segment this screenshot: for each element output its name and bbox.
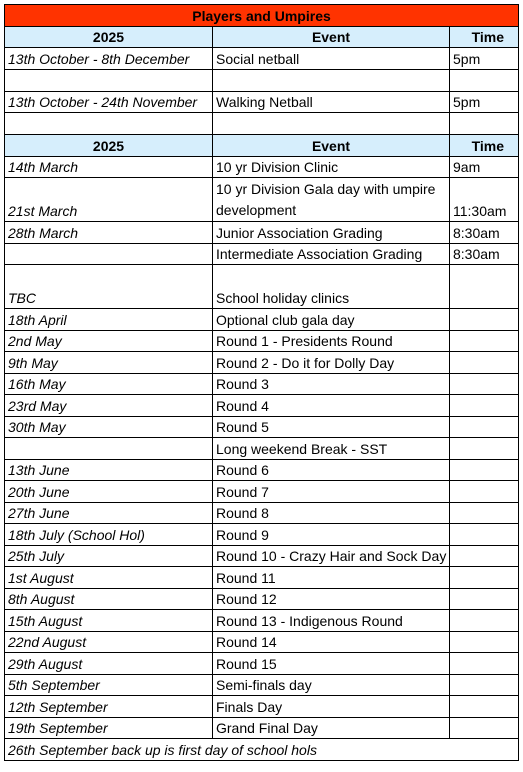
date-cell[interactable]: 19th September: [5, 717, 213, 739]
time-cell[interactable]: [450, 610, 519, 632]
time-cell[interactable]: 5pm: [450, 91, 519, 113]
event-cell[interactable]: School holiday clinics: [213, 265, 450, 309]
empty-cell[interactable]: [450, 113, 519, 135]
section1-header-row: [5, 26, 519, 48]
event-cell[interactable]: Round 14: [213, 631, 450, 653]
time-cell[interactable]: [450, 631, 519, 653]
section2-event-header[interactable]: Event: [213, 135, 450, 157]
table-row: [5, 459, 519, 481]
date-cell[interactable]: 27th June: [5, 502, 213, 524]
table-row: [5, 524, 519, 546]
table-row: [5, 91, 519, 113]
time-cell[interactable]: [450, 330, 519, 352]
section2-year-header[interactable]: 2025: [5, 135, 213, 157]
empty-cell[interactable]: [213, 69, 450, 91]
date-cell[interactable]: 8th August: [5, 588, 213, 610]
section1-year-header[interactable]: 2025: [5, 26, 213, 48]
empty-cell[interactable]: [450, 69, 519, 91]
table-row: [5, 395, 519, 417]
empty-cell[interactable]: [5, 113, 213, 135]
date-cell[interactable]: 15th August: [5, 610, 213, 632]
table-row: [5, 416, 519, 438]
event-cell[interactable]: Social netball: [213, 48, 450, 70]
time-cell[interactable]: [450, 567, 519, 589]
table-row: [5, 567, 519, 589]
date-cell[interactable]: 20th June: [5, 481, 213, 503]
table-row: [5, 438, 519, 460]
date-cell[interactable]: 30th May: [5, 416, 213, 438]
time-cell[interactable]: 5pm: [450, 48, 519, 70]
time-cell[interactable]: [450, 481, 519, 503]
time-cell[interactable]: 8:30am: [450, 222, 519, 244]
schedule-table: [4, 4, 519, 761]
time-cell[interactable]: [450, 674, 519, 696]
event-cell[interactable]: Finals Day: [213, 696, 450, 718]
event-cell[interactable]: Semi-finals day: [213, 674, 450, 696]
time-cell[interactable]: 9am: [450, 156, 519, 178]
section1-time-header[interactable]: Time: [450, 26, 519, 48]
event-cell[interactable]: Round 8: [213, 502, 450, 524]
date-cell[interactable]: 29th August: [5, 653, 213, 675]
empty-row: [5, 69, 519, 91]
time-cell[interactable]: 8:30am: [450, 243, 519, 265]
date-cell[interactable]: 12th September: [5, 696, 213, 718]
table-row: [5, 48, 519, 70]
date-cell[interactable]: 18th April: [5, 309, 213, 331]
event-cell[interactable]: Round 15: [213, 653, 450, 675]
section2-header-row: [5, 135, 519, 157]
footer-row: [5, 739, 519, 761]
date-cell[interactable]: 13th June: [5, 459, 213, 481]
event-cell[interactable]: Round 5: [213, 416, 450, 438]
event-cell[interactable]: Long weekend Break - SST: [213, 438, 450, 460]
date-cell[interactable]: 5th September: [5, 674, 213, 696]
table-row: [5, 481, 519, 503]
table-row: [5, 588, 519, 610]
table-row: [5, 502, 519, 524]
time-cell[interactable]: [450, 459, 519, 481]
table-row: [5, 631, 519, 653]
empty-cell[interactable]: [5, 69, 213, 91]
date-cell[interactable]: 9th May: [5, 352, 213, 374]
table-row: [5, 309, 519, 331]
date-cell[interactable]: 14th March: [5, 156, 213, 178]
time-cell[interactable]: [450, 502, 519, 524]
table-row: [5, 696, 519, 718]
event-cell[interactable]: Round 12: [213, 588, 450, 610]
time-cell[interactable]: [450, 309, 519, 331]
event-cell[interactable]: Round 1 - Presidents Round: [213, 330, 450, 352]
event-cell[interactable]: Grand Final Day: [213, 717, 450, 739]
time-cell[interactable]: [450, 653, 519, 675]
table-row: [5, 545, 519, 567]
time-cell[interactable]: 11:30am: [450, 178, 519, 222]
date-cell[interactable]: 16th May: [5, 373, 213, 395]
footer-note[interactable]: 26th September back up is first day of school hols: [5, 739, 519, 761]
date-cell[interactable]: 13th October - 24th November: [5, 91, 213, 113]
date-cell[interactable]: TBC: [5, 265, 213, 309]
table-row: [5, 178, 519, 222]
event-cell[interactable]: Round 11: [213, 567, 450, 589]
sheet-title[interactable]: Players and Umpires: [5, 5, 519, 27]
table-row: [5, 243, 519, 265]
event-cell[interactable]: Round 4: [213, 395, 450, 417]
event-cell[interactable]: Round 10 - Crazy Hair and Sock Day: [213, 545, 450, 567]
event-cell[interactable]: Round 13 - Indigenous Round: [213, 610, 450, 632]
title-row: [5, 5, 519, 27]
event-cell[interactable]: 10 yr Division Clinic: [213, 156, 450, 178]
table-row: [5, 674, 519, 696]
event-cell[interactable]: Round 3: [213, 373, 450, 395]
table-row: [5, 222, 519, 244]
table-row: [5, 653, 519, 675]
time-cell[interactable]: [450, 395, 519, 417]
event-cell[interactable]: Round 7: [213, 481, 450, 503]
time-cell[interactable]: [450, 588, 519, 610]
table-row: [5, 330, 519, 352]
event-cell[interactable]: Optional club gala day: [213, 309, 450, 331]
event-cell[interactable]: Intermediate Association Grading: [213, 243, 450, 265]
time-cell[interactable]: [450, 524, 519, 546]
event-cell[interactable]: Round 6: [213, 459, 450, 481]
date-cell[interactable]: 22nd August: [5, 631, 213, 653]
event-cell[interactable]: Round 2 - Do it for Dolly Day: [213, 352, 450, 374]
table-row: [5, 373, 519, 395]
empty-row: [5, 113, 519, 135]
date-cell[interactable]: 28th March: [5, 222, 213, 244]
date-cell[interactable]: [5, 243, 213, 265]
empty-cell[interactable]: [213, 113, 450, 135]
table-row: [5, 717, 519, 739]
date-cell[interactable]: 13th October - 8th December: [5, 48, 213, 70]
section2-time-header[interactable]: Time: [450, 135, 519, 157]
date-cell[interactable]: 25th July: [5, 545, 213, 567]
date-cell[interactable]: [5, 438, 213, 460]
time-cell[interactable]: [450, 717, 519, 739]
date-cell[interactable]: 1st August: [5, 567, 213, 589]
date-cell[interactable]: 2nd May: [5, 330, 213, 352]
date-cell[interactable]: 23rd May: [5, 395, 213, 417]
time-cell[interactable]: [450, 265, 519, 309]
event-cell[interactable]: Junior Association Grading: [213, 222, 450, 244]
date-cell[interactable]: 21st March: [5, 178, 213, 222]
time-cell[interactable]: [450, 352, 519, 374]
event-cell[interactable]: Walking Netball: [213, 91, 450, 113]
time-cell[interactable]: [450, 373, 519, 395]
time-cell[interactable]: [450, 696, 519, 718]
event-cell[interactable]: Round 9: [213, 524, 450, 546]
event-cell[interactable]: 10 yr Division Gala day with umpire development: [213, 178, 450, 222]
time-cell[interactable]: [450, 545, 519, 567]
table-row: [5, 610, 519, 632]
table-row: [5, 265, 519, 309]
date-cell[interactable]: 18th July (School Hol): [5, 524, 213, 546]
table-row: [5, 156, 519, 178]
table-row: [5, 352, 519, 374]
time-cell[interactable]: [450, 438, 519, 460]
section1-event-header[interactable]: Event: [213, 26, 450, 48]
time-cell[interactable]: [450, 416, 519, 438]
